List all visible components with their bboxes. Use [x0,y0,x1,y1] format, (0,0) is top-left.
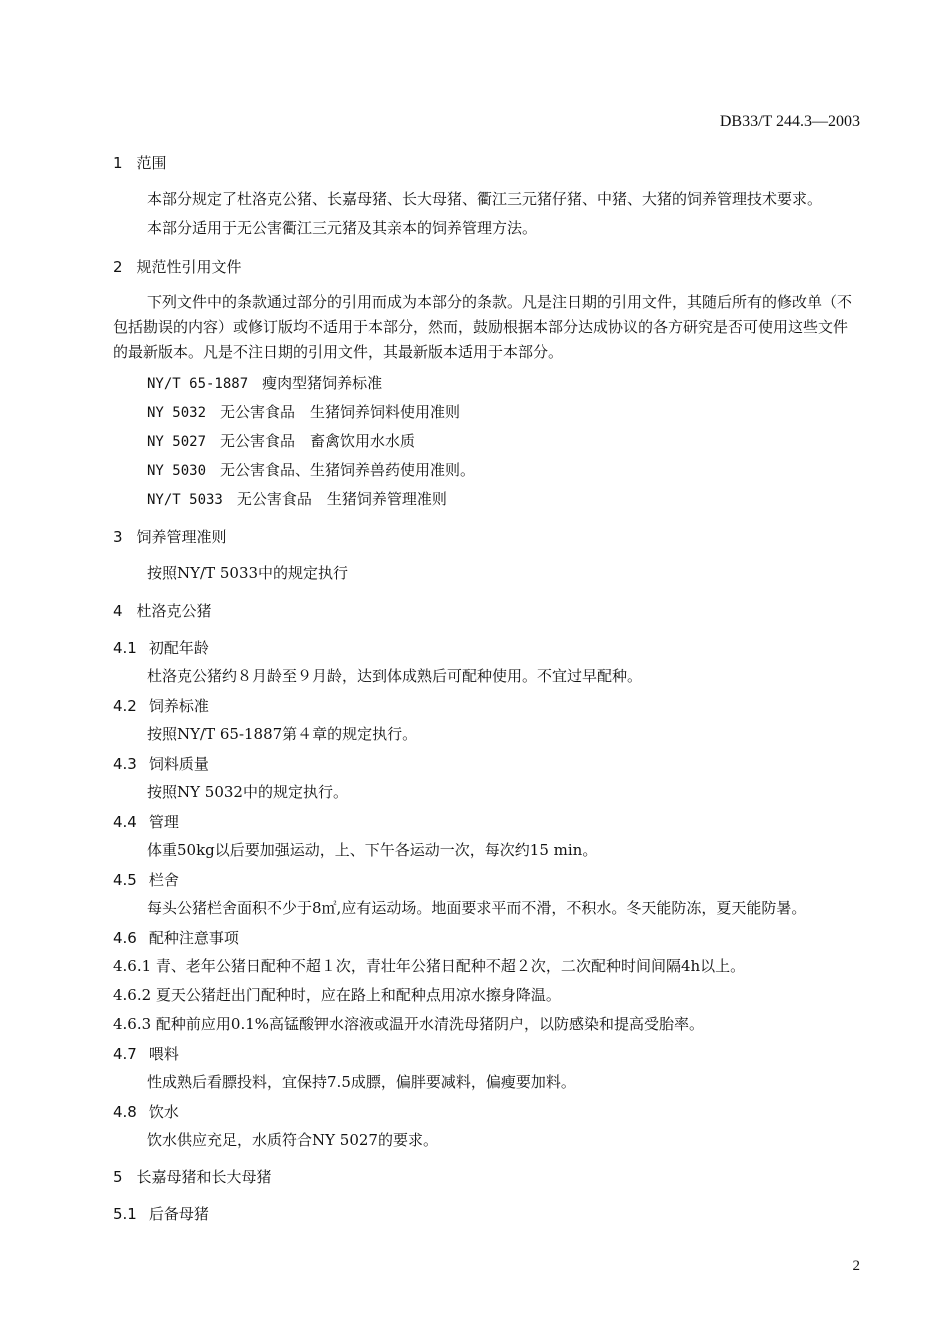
subsection-number: 4.4 [113,813,137,831]
paragraph: 饮水供应充足，水质符合NY 5027的要求。 [147,1131,438,1149]
clause-item: 4.6.1 青、老年公猪日配种不超１次，青壮年公猪日配种不超２次，二次配种时间间隔4h以上。 [113,957,746,975]
section-5-heading [113,1166,272,1187]
section-number: 5 [113,1168,123,1186]
reference-item [147,430,415,451]
subsection-number: 4.6 [113,929,137,947]
reference-code: NY 5032 [147,405,207,421]
paragraph: 性成熟后看膘投料，宜保持7.5成膘，偏胖要减料，偏瘦要加料。 [147,1073,576,1091]
paragraph: 每头公猪栏舍面积不少于8㎡,应有运动场。地面要求平而不滑，不积水。冬天能防冻，夏天能防暑。 [147,899,807,917]
reference-code: NY/T 65-1887 [147,376,249,392]
section-title: 规范性引用文件 [136,258,242,276]
clause-item: 4.6.2 夏天公猪赶出门配种时，应在路上和配种点用凉水擦身降温。 [113,986,561,1004]
reference-title: 无公害食品 生猪饲养饲料使用准则 [220,403,461,421]
subsection-title: 管理 [148,813,179,831]
section-4-heading [113,600,212,621]
reference-item [147,372,382,393]
section-number: 1 [113,154,123,172]
subsection-number: 4.5 [113,871,137,889]
subsection-title: 饲料质量 [148,755,209,773]
reference-title: 无公害食品、生猪饲养兽药使用准则。 [220,461,476,479]
subsection-5-1-heading [113,1203,209,1224]
section-number: 3 [113,528,123,546]
paragraph: 本部分规定了杜洛克公猪、长嘉母猪、长大母猪、衢江三元猪仔猪、中猪、大猪的饲养管理技术要求。 [147,190,823,208]
reference-code: NY 5030 [147,463,207,479]
subsection-number: 5.1 [113,1205,137,1223]
paragraph: 杜洛克公猪约８月龄至９月龄，达到体成熟后可配种使用。不宜过早配种。 [147,667,643,685]
subsection-number: 4.8 [113,1103,137,1121]
subsection-4-6-heading [113,927,239,948]
reference-title: 瘦肉型猪饲养标准 [262,374,383,392]
subsection-number: 4.2 [113,697,137,715]
subsection-title: 栏舍 [148,871,179,889]
section-3-heading [113,526,227,547]
section-title: 范围 [136,154,167,172]
subsection-number: 4.1 [113,639,137,657]
subsection-title: 后备母猪 [148,1205,209,1223]
reference-title: 无公害食品 畜禽饮用水水质 [220,432,416,450]
section-1-heading [113,152,167,173]
section-title: 饲养管理准则 [136,528,227,546]
section-number: 4 [113,602,123,620]
reference-item [147,488,447,509]
paragraph: 本部分适用于无公害衢江三元猪及其亲本的饲养管理方法。 [147,219,538,237]
section-title: 长嘉母猪和长大母猪 [136,1168,272,1186]
subsection-4-5-heading [113,869,179,890]
subsection-4-8-heading [113,1101,179,1122]
reference-code: NY/T 5033 [147,492,223,508]
subsection-title: 喂料 [148,1045,179,1063]
page-number: 2 [852,1258,860,1274]
subsection-title: 饮水 [148,1103,179,1121]
reference-title: 无公害食品 生猪饲养管理准则 [236,490,447,508]
subsection-4-1-heading [113,637,209,658]
reference-item [147,401,460,422]
subsection-number: 4.3 [113,755,137,773]
paragraph: 按照NY 5032中的规定执行。 [147,783,348,801]
subsection-number: 4.7 [113,1045,137,1063]
section-number: 2 [113,258,123,276]
subsection-4-7-heading [113,1043,179,1064]
subsection-4-4-heading [113,811,179,832]
subsection-4-2-heading [113,695,209,716]
paragraph: 下列文件中的条款通过部分的引用而成为本部分的条款。凡是注日期的引用文件，其随后所有的修改单（不包括勘误的内容）或修订版均不适用于本部分，然而，鼓励根据本部分达成协议的各方研究是否可使用这些文件的最新版本。凡是不注日期的引用文件，其最新版本适用于本部分。 [113,293,853,361]
subsection-title: 饲养标准 [148,697,209,715]
reference-code: NY 5027 [147,434,207,450]
document-code: DB33/T 244.3—2003 [719,113,860,130]
subsection-title: 初配年龄 [148,639,209,657]
paragraph: 按照NY/T 65-1887第４章的规定执行。 [147,725,418,743]
subsection-4-3-heading [113,753,209,774]
reference-item [147,459,475,480]
subsection-title: 配种注意事项 [148,929,239,947]
paragraph: 按照NY/T 5033中的规定执行 [147,564,349,582]
section-title: 杜洛克公猪 [136,602,212,620]
clause-item: 4.6.3 配种前应用0.1%高锰酸钾水溶液或温开水清洗母猪阴户，以防感染和提高受胎率。 [113,1015,705,1033]
paragraph: 体重50kg以后要加强运动，上、下午各运动一次，每次约15 min。 [147,841,598,859]
section-2-heading [113,256,242,277]
